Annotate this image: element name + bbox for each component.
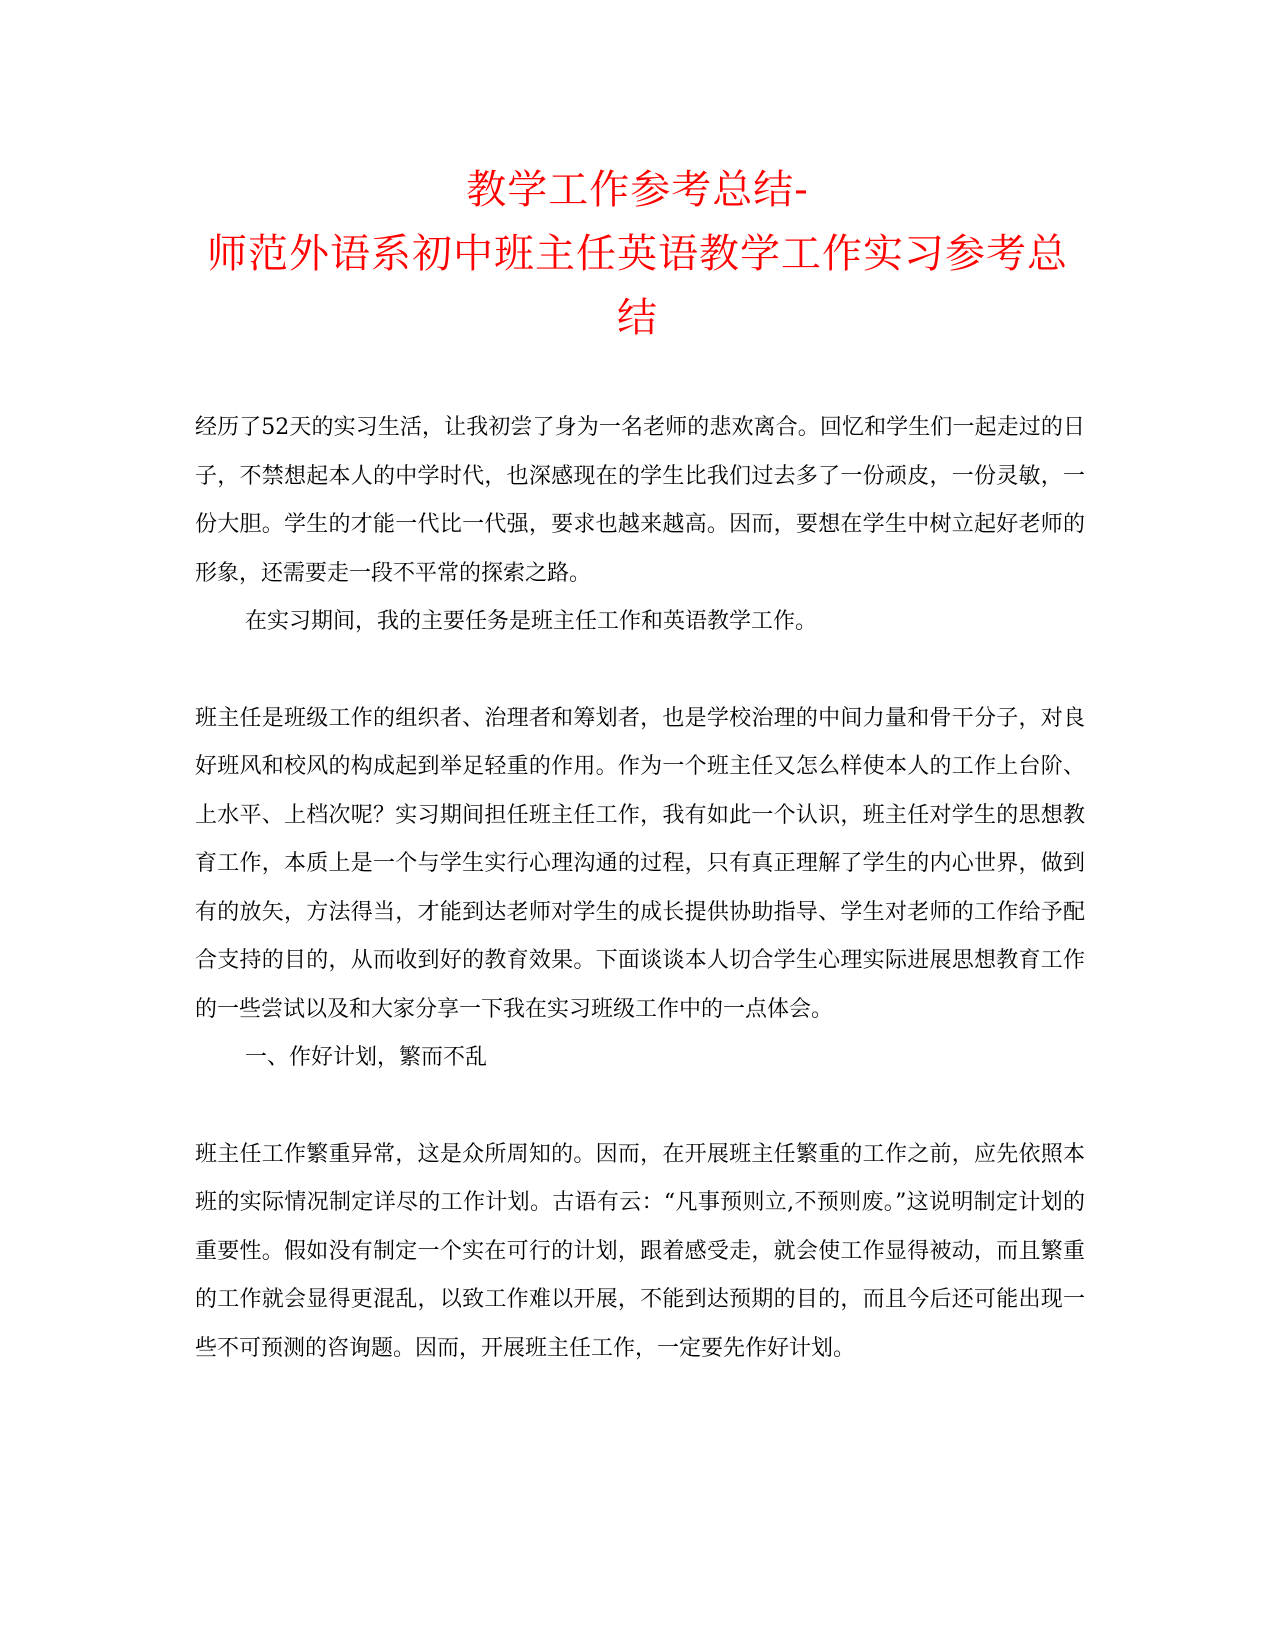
- paragraph-head-teacher-role: 班主任是班级工作的组织者、治理者和筹划者，也是学校治理的中间力量和骨干分子，对良好班风和校风的构成起到举足轻重的作用。作为一个班主任又怎么样使本人的工作上台阶、上水平、上档次呢？实习期间担任班主任工作，我有如此一个认识，班主任对学生的思想教育工作，本质上是一个与学生实行心理沟通的过程，只有真正理解了学生的内心世界，做到有的放矢，方法得当，才能到达老师对学生的成长提供协助指导、学生对老师的工作给予配合支持的目的，从而收到好的教育效果。下面谈谈本人切合学生心理实际进展思想教育工作的一些尝试以及和大家分享一下我在实习班级工作中的一点体会。: [195, 705, 1085, 1022]
- paragraph-intro: 经历了52天的实习生活，让我初尝了身为一名老师的悲欢离合。回忆和学生们一起走过的日子，不禁想起本人的中学时代，也深感现在的学生比我们过去多了一份顽皮，一份灵敏，一份大胆。学生的才能一代比一代强，要求也越来越高。因而，要想在学生中树立起好老师的形象，还需要走一段不平常的探索之路。: [195, 415, 1085, 586]
- title-line-2: 师范外语系初中班主任英语教学工作实习参考总: [207, 231, 1068, 277]
- title-line-3: 结: [617, 295, 658, 341]
- paragraph-main-tasks: 在实习期间，我的主要任务是班主任工作和英语教学工作。: [245, 609, 818, 634]
- document-body: [195, 404, 1085, 1373]
- document-title: [150, 158, 1125, 350]
- section-heading-plan: 一、作好计划，繁而不乱: [245, 1045, 488, 1070]
- title-line-1: 教学工作参考总结-: [466, 167, 809, 213]
- paragraph-planning: 班主任工作繁重异常，这是众所周知的。因而，在开展班主任繁重的工作之前，应先依照本班的实际情况制定详尽的工作计划。古语有云：“凡事预则立,不预则废。”这说明制定计划的重要性。假如没有制定一个实在可行的计划，跟着感受走，就会使工作显得被动，而且繁重的工作就会显得更混乱，以致工作难以开展，不能到达预期的目的，而且今后还可能出现一些不可预测的咨询题。因而，开展班主任工作，一定要先作好计划。: [195, 1141, 1085, 1361]
